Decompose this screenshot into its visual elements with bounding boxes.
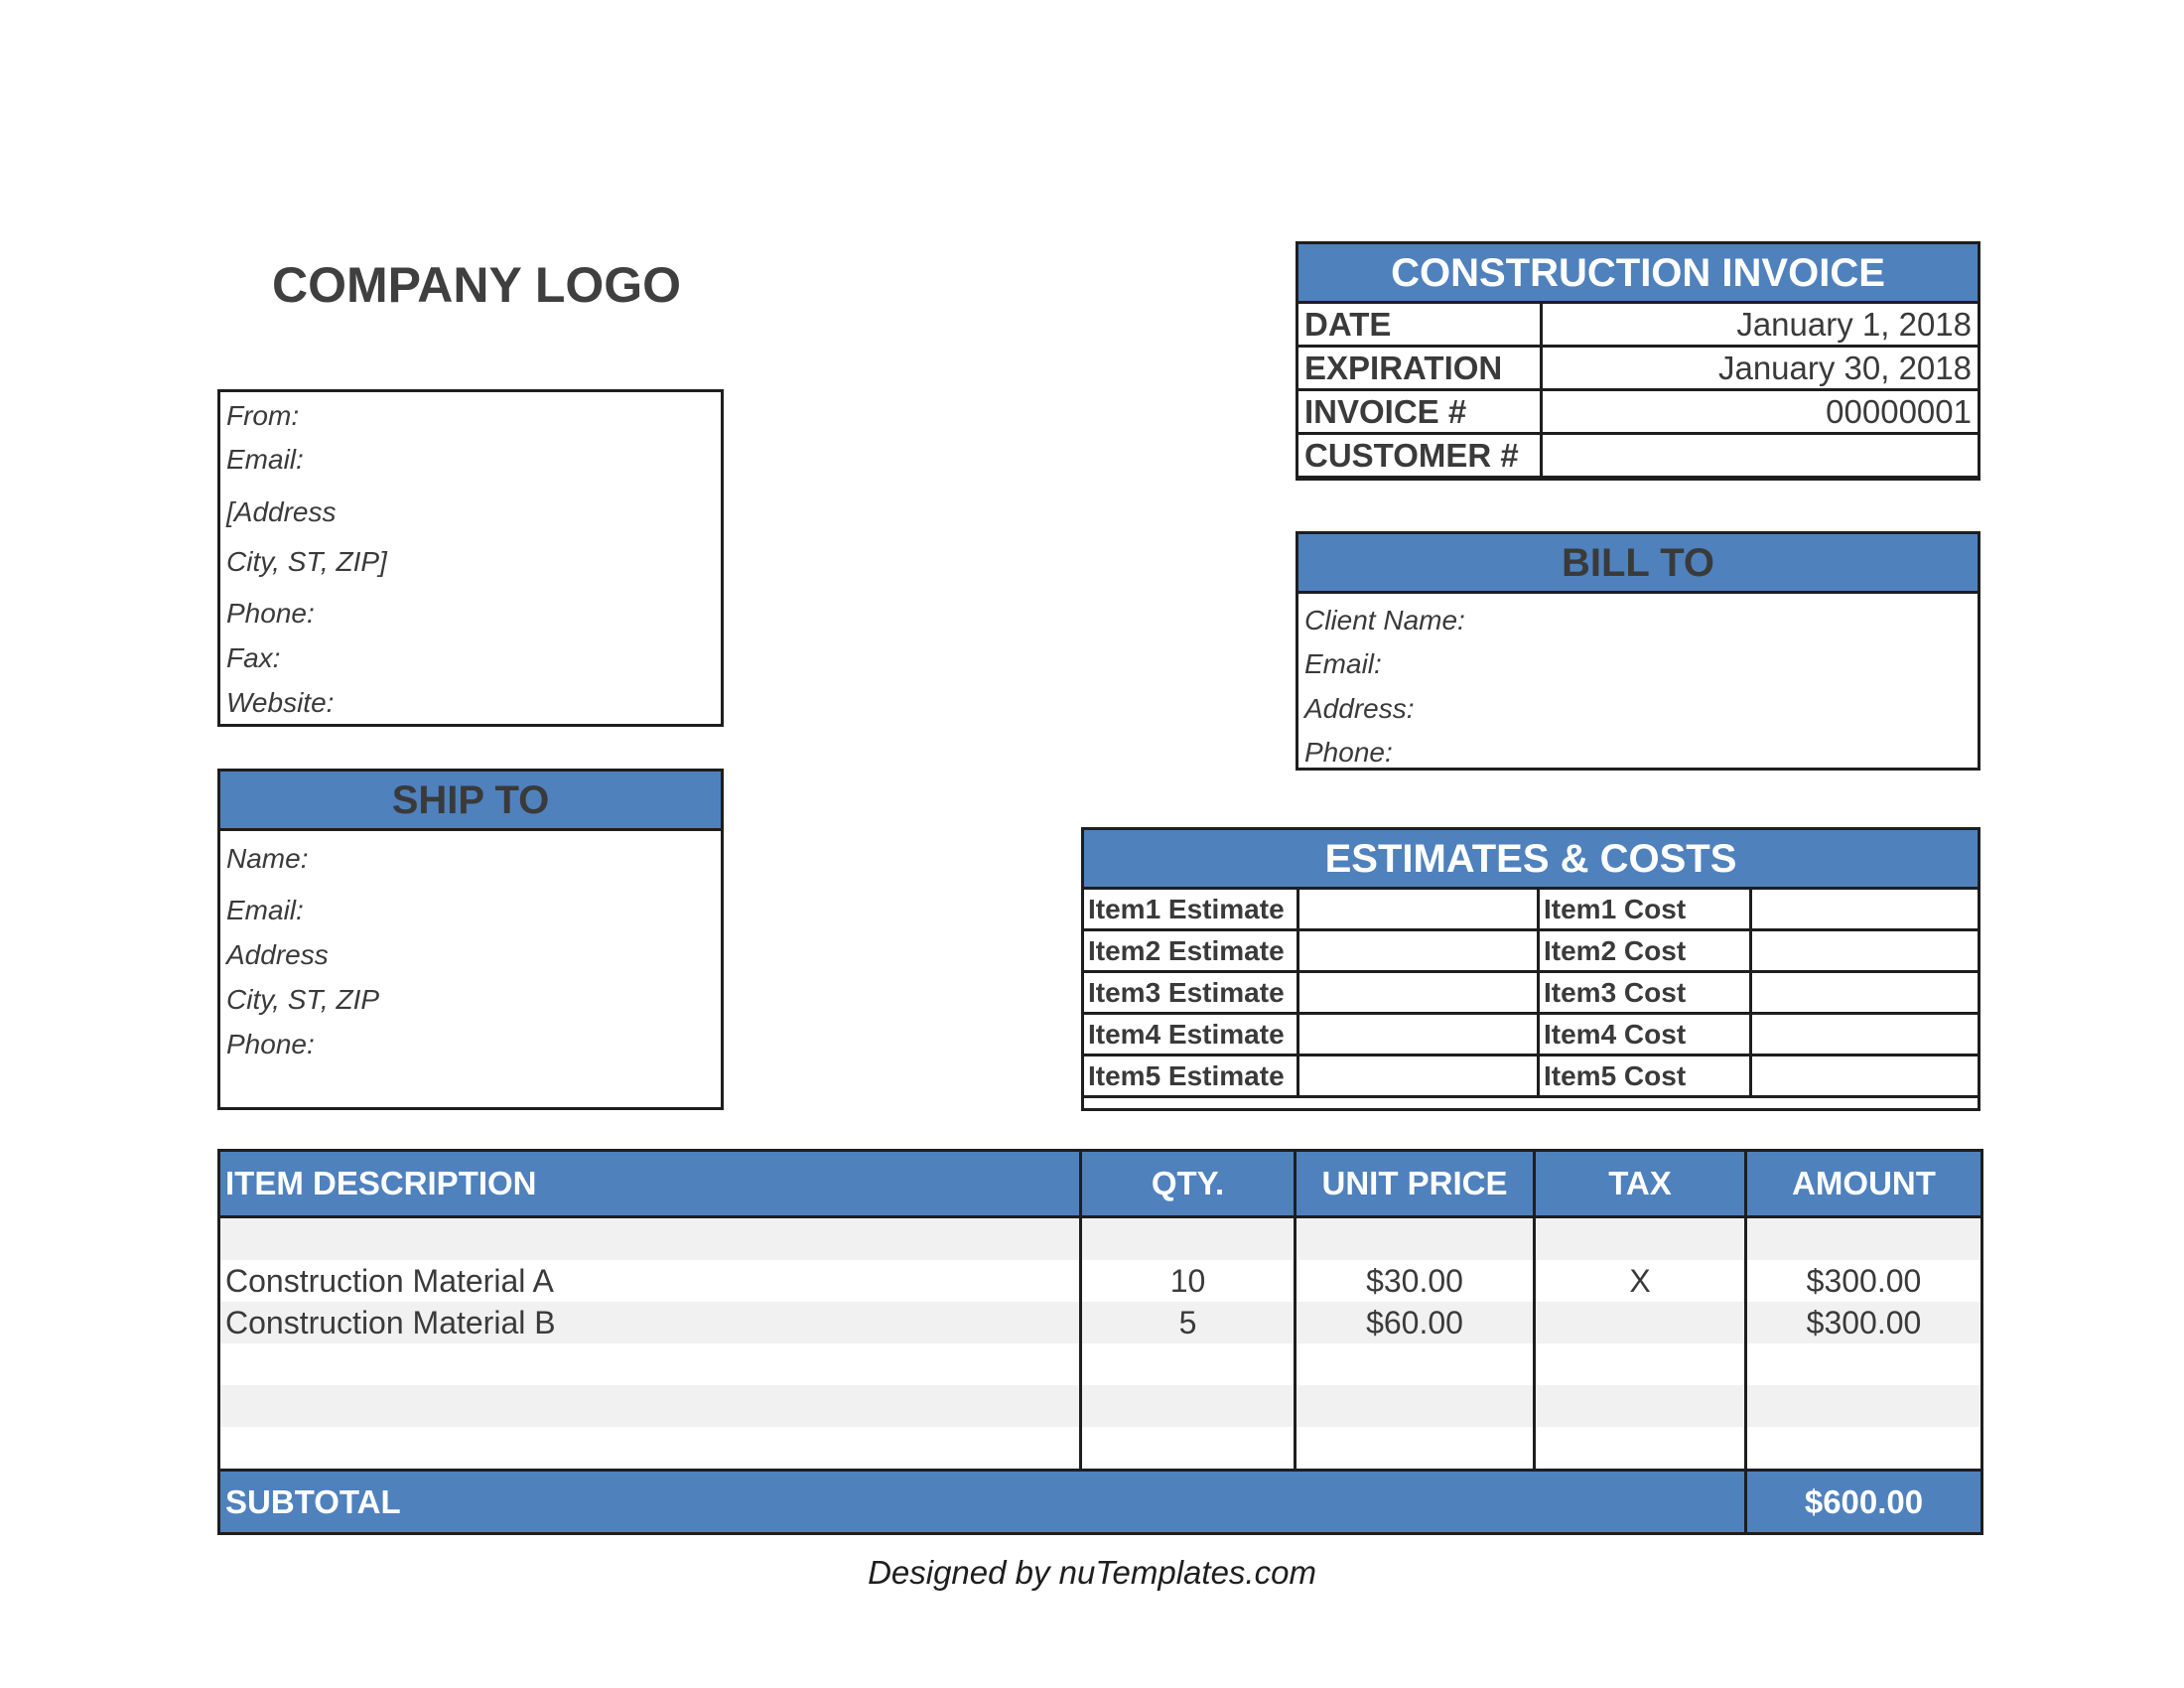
footer-credit: Designed by nuTemplates.com: [868, 1554, 1316, 1591]
item-amount: [1746, 1427, 1982, 1471]
invoice-number-label: INVOICE #: [1297, 390, 1542, 434]
table-row: [219, 1343, 1982, 1385]
city-line: City, ST, ZIP]: [226, 546, 387, 577]
customer-number-label: CUSTOMER #: [1297, 434, 1542, 478]
item-amount: [1746, 1385, 1982, 1427]
fax-line: Fax:: [226, 642, 281, 673]
item-tax[interactable]: [1535, 1302, 1746, 1343]
email-line: Email:: [226, 444, 304, 475]
bill-to-title: BILL TO: [1298, 534, 1978, 594]
item-unit-price[interactable]: $30.00: [1296, 1260, 1535, 1302]
estimates-title: ESTIMATES & COSTS: [1084, 830, 1978, 890]
info-row-expiration: [1297, 347, 1979, 390]
item-qty[interactable]: 10: [1081, 1260, 1296, 1302]
date-value: January 1, 2018: [1542, 303, 1979, 347]
estimate-row: [1083, 930, 1979, 972]
estimate-label: Item4 Estimate: [1083, 1014, 1298, 1055]
estimate-row: [1083, 972, 1979, 1014]
item-unit-price[interactable]: $60.00: [1296, 1302, 1535, 1343]
item-qty[interactable]: [1081, 1217, 1296, 1261]
item-unit-price[interactable]: [1296, 1427, 1535, 1471]
customer-number-value: [1542, 434, 1979, 478]
subtotal-label: SUBTOTAL: [219, 1471, 1746, 1534]
estimate-row: [1083, 1014, 1979, 1055]
estimate-value[interactable]: [1298, 930, 1539, 972]
from-box: [217, 389, 724, 727]
expiration-value: January 30, 2018: [1542, 347, 1979, 390]
item-description[interactable]: [219, 1343, 1081, 1385]
cost-value[interactable]: [1751, 930, 1979, 972]
cost-label: Item5 Cost: [1539, 1055, 1751, 1097]
bill-address-line: Address:: [1304, 693, 1415, 724]
items-header-row: [219, 1151, 1982, 1217]
invoice-title: CONSTRUCTION INVOICE: [1298, 244, 1978, 304]
cost-value[interactable]: [1751, 1014, 1979, 1055]
phone-line: Phone:: [226, 598, 315, 629]
table-row: [219, 1260, 1982, 1302]
items-table: [217, 1149, 1983, 1535]
item-description[interactable]: Construction Material A: [219, 1260, 1081, 1302]
item-description[interactable]: Construction Material B: [219, 1302, 1081, 1343]
client-name-line: Client Name:: [1304, 605, 1465, 635]
ship-phone-line: Phone:: [226, 1029, 315, 1059]
from-line: From:: [226, 400, 300, 431]
expiration-label: EXPIRATION: [1297, 347, 1542, 390]
item-amount: $300.00: [1746, 1302, 1982, 1343]
item-tax[interactable]: [1535, 1343, 1746, 1385]
item-unit-price[interactable]: [1296, 1217, 1535, 1261]
item-qty[interactable]: [1081, 1385, 1296, 1427]
invoice-info-table: [1296, 301, 1980, 479]
header-item-description: ITEM DESCRIPTION: [219, 1151, 1081, 1217]
cost-label: Item3 Cost: [1539, 972, 1751, 1014]
ship-email-line: Email:: [226, 895, 304, 925]
estimate-label: Item1 Estimate: [1083, 889, 1298, 930]
estimate-value[interactable]: [1298, 972, 1539, 1014]
item-amount: [1746, 1217, 1982, 1261]
bill-to-box: [1296, 531, 1980, 771]
table-row: [219, 1385, 1982, 1427]
item-description[interactable]: [219, 1385, 1081, 1427]
item-tax[interactable]: [1535, 1385, 1746, 1427]
ship-city-line: City, ST, ZIP: [226, 984, 380, 1015]
item-qty[interactable]: [1081, 1427, 1296, 1471]
ship-name-line: Name:: [226, 843, 309, 874]
item-description[interactable]: [219, 1427, 1081, 1471]
table-row: [219, 1302, 1982, 1343]
subtotal-row: [219, 1471, 1982, 1534]
bill-email-line: Email:: [1304, 648, 1382, 679]
header-amount: AMOUNT: [1746, 1151, 1982, 1217]
item-amount: $300.00: [1746, 1260, 1982, 1302]
header-unit-price: UNIT PRICE: [1296, 1151, 1535, 1217]
estimate-label: Item5 Estimate: [1083, 1055, 1298, 1097]
table-row: [219, 1427, 1982, 1471]
estimate-label: Item3 Estimate: [1083, 972, 1298, 1014]
ship-to-box: [217, 769, 724, 1110]
website-line: Website:: [226, 687, 335, 718]
table-row: [219, 1217, 1982, 1261]
cost-label: Item1 Cost: [1539, 889, 1751, 930]
ship-to-title: SHIP TO: [220, 772, 721, 831]
header-tax: TAX: [1535, 1151, 1746, 1217]
invoice-info-box: [1296, 241, 1980, 481]
estimate-row: [1083, 889, 1979, 930]
item-tax[interactable]: [1535, 1217, 1746, 1261]
company-logo: COMPANY LOGO: [271, 257, 682, 313]
cost-value[interactable]: [1751, 889, 1979, 930]
bill-phone-line: Phone:: [1304, 737, 1393, 768]
cost-value[interactable]: [1751, 1055, 1979, 1097]
invoice-number-value: 00000001: [1542, 390, 1979, 434]
date-label: DATE: [1297, 303, 1542, 347]
subtotal-value: $600.00: [1746, 1471, 1982, 1534]
estimates-box: [1081, 827, 1980, 1111]
item-qty[interactable]: [1081, 1343, 1296, 1385]
estimate-row: [1083, 1055, 1979, 1097]
address-line: [Address: [226, 496, 337, 527]
item-tax[interactable]: [1535, 1427, 1746, 1471]
header-qty: QTY.: [1081, 1151, 1296, 1217]
info-row-date: [1297, 303, 1979, 347]
item-amount: [1746, 1343, 1982, 1385]
ship-address-line: Address: [226, 939, 329, 970]
info-row-invoice-number: [1297, 390, 1979, 434]
item-unit-price[interactable]: [1296, 1343, 1535, 1385]
item-tax[interactable]: X: [1535, 1260, 1746, 1302]
item-qty[interactable]: 5: [1081, 1302, 1296, 1343]
estimate-value[interactable]: [1298, 889, 1539, 930]
cost-label: Item2 Cost: [1539, 930, 1751, 972]
cost-value[interactable]: [1751, 972, 1979, 1014]
estimate-label: Item2 Estimate: [1083, 930, 1298, 972]
item-unit-price[interactable]: [1296, 1385, 1535, 1427]
estimate-value[interactable]: [1298, 1014, 1539, 1055]
estimate-value[interactable]: [1298, 1055, 1539, 1097]
cost-label: Item4 Cost: [1539, 1014, 1751, 1055]
item-description[interactable]: [219, 1217, 1081, 1261]
info-row-customer-number: [1297, 434, 1979, 478]
estimates-table: [1081, 887, 1980, 1098]
